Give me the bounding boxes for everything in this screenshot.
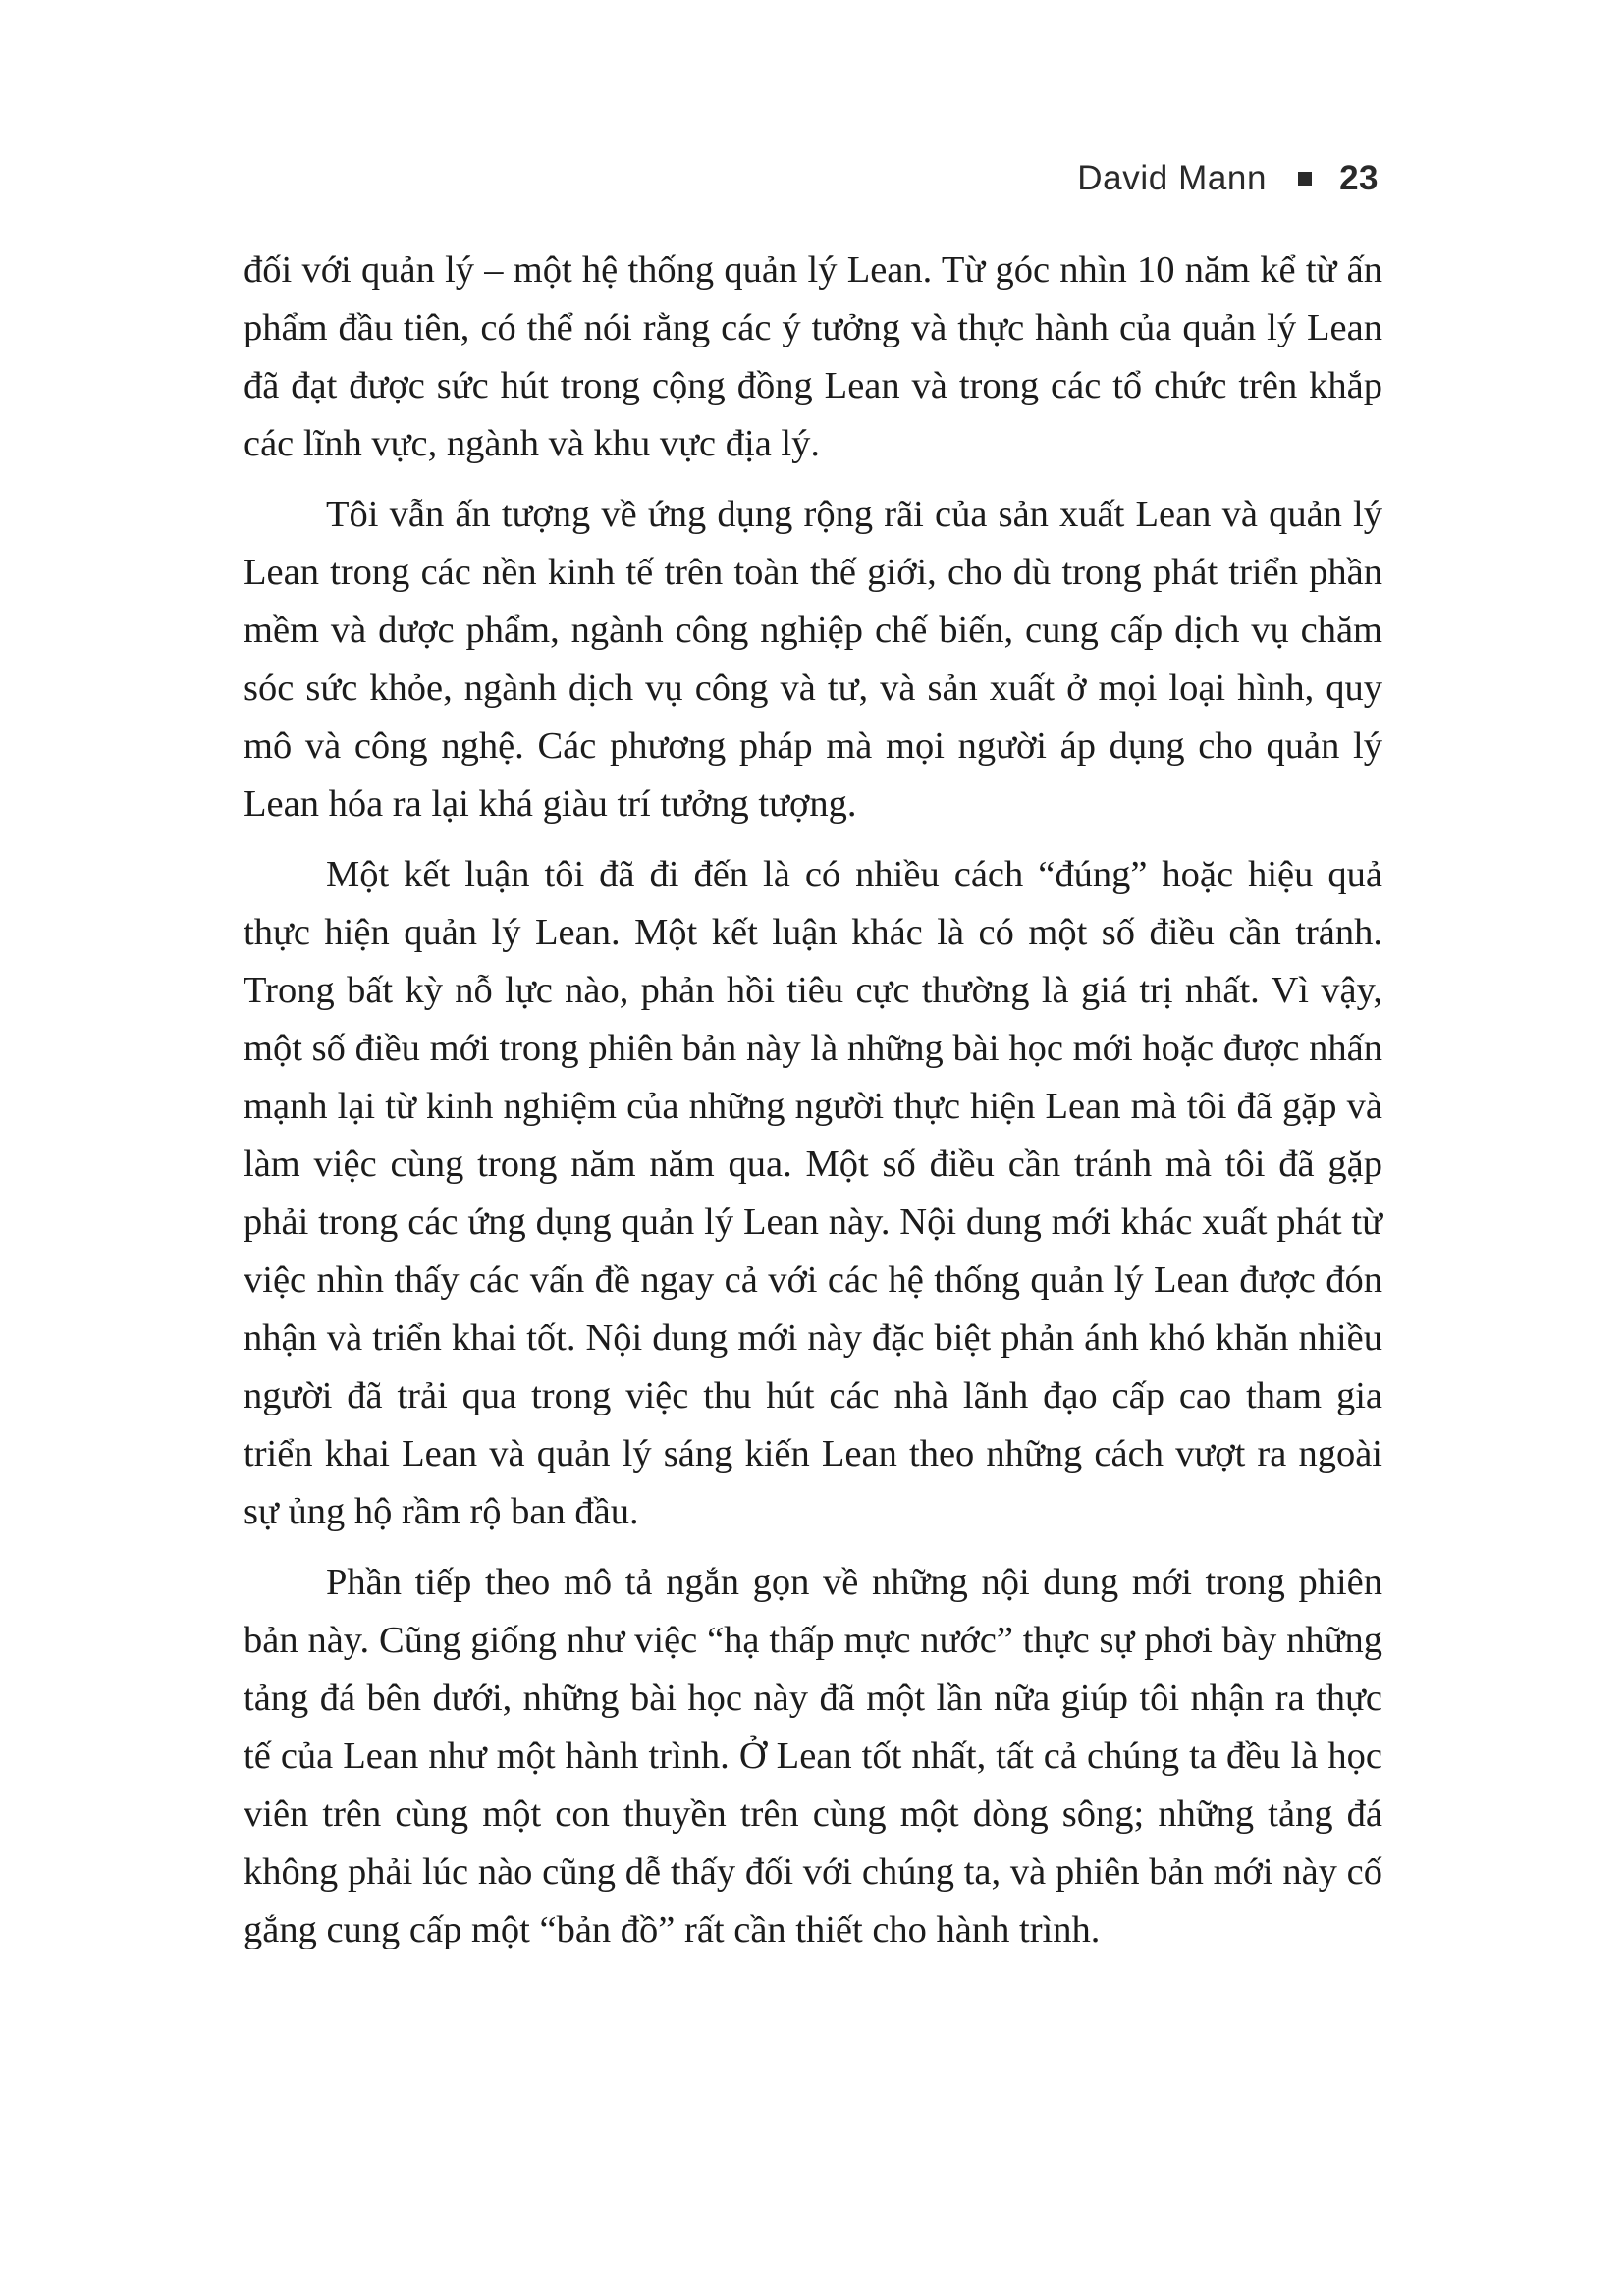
- page-number: 23: [1339, 159, 1379, 197]
- paragraph-1: đối với quản lý – một hệ thống quản lý Lean. Từ góc nhìn 10 năm kể từ ấn phẩm đầu tiên, có thể nói rằng các ý tưởng và thực hành của quản lý Lean đã đạt được sức hút trong cộng đồng Lean và trong các tổ chức trên khắp các lĩnh vực, ngành và khu vực địa lý.: [244, 249, 1382, 464]
- paragraph-4: Phần tiếp theo mô tả ngắn gọn về những nội dung mới trong phiên bản này. Cũng giống như việc “hạ thấp mực nước” thực sự phơi bày những tảng đá bên dưới, những bài học này đã một lần nữa giúp tôi nhận ra thực tế của Lean như một hành trình. Ở Lean tốt nhất, tất cả chúng ta đều là học viên trên cùng một con thuyền trên cùng một dòng sông; những tảng đá không phải lúc nào cũng dễ thấy đối với chúng ta, và phiên bản mới này cố gắng cung cấp một “bản đồ” rất cần thiết cho hành trình.: [244, 1562, 1382, 1950]
- paragraph-2: Tôi vẫn ấn tượng về ứng dụng rộng rãi của sản xuất Lean và quản lý Lean trong các nền kinh tế trên toàn thế giới, cho dù trong phát triển phần mềm và dược phẩm, ngành công nghiệp chế biến, cung cấp dịch vụ chăm sóc sức khỏe, ngành dịch vụ công và tư, và sản xuất ở mọi loại hình, quy mô và công nghệ. Các phương pháp mà mọi người áp dụng cho quản lý Lean hóa ra lại khá giàu trí tưởng tượng.: [244, 494, 1382, 825]
- separator-square-icon: [1298, 172, 1312, 186]
- body-text: [244, 241, 1382, 1972]
- author-name: David Mann: [1077, 159, 1268, 197]
- running-header: [1077, 155, 1379, 202]
- paragraph-3: Một kết luận tôi đã đi đến là có nhiều cách “đúng” hoặc hiệu quả thực hiện quản lý Lean. Một kết luận khác là có một số điều cần tránh. Trong bất kỳ nỗ lực nào, phản hồi tiêu cực thường là giá trị nhất. Vì vậy, một số điều mới trong phiên bản này là những bài học mới hoặc được nhấn mạnh lại từ kinh nghiệm của những người thực hiện Lean mà tôi đã gặp và làm việc cùng trong năm năm qua. Một số điều cần tránh mà tôi đã gặp phải trong các ứng dụng quản lý Lean này. Nội dung mới khác xuất phát từ việc nhìn thấy các vấn đề ngay cả với các hệ thống quản lý Lean được đón nhận và triển khai tốt. Nội dung mới này đặc biệt phản ánh khó khăn nhiều người đã trải qua trong việc thu hút các nhà lãnh đạo cấp cao tham gia triển khai Lean và quản lý sáng kiến Lean theo những cách vượt ra ngoài sự ủng hộ rầm rộ ban đầu.: [244, 854, 1382, 1532]
